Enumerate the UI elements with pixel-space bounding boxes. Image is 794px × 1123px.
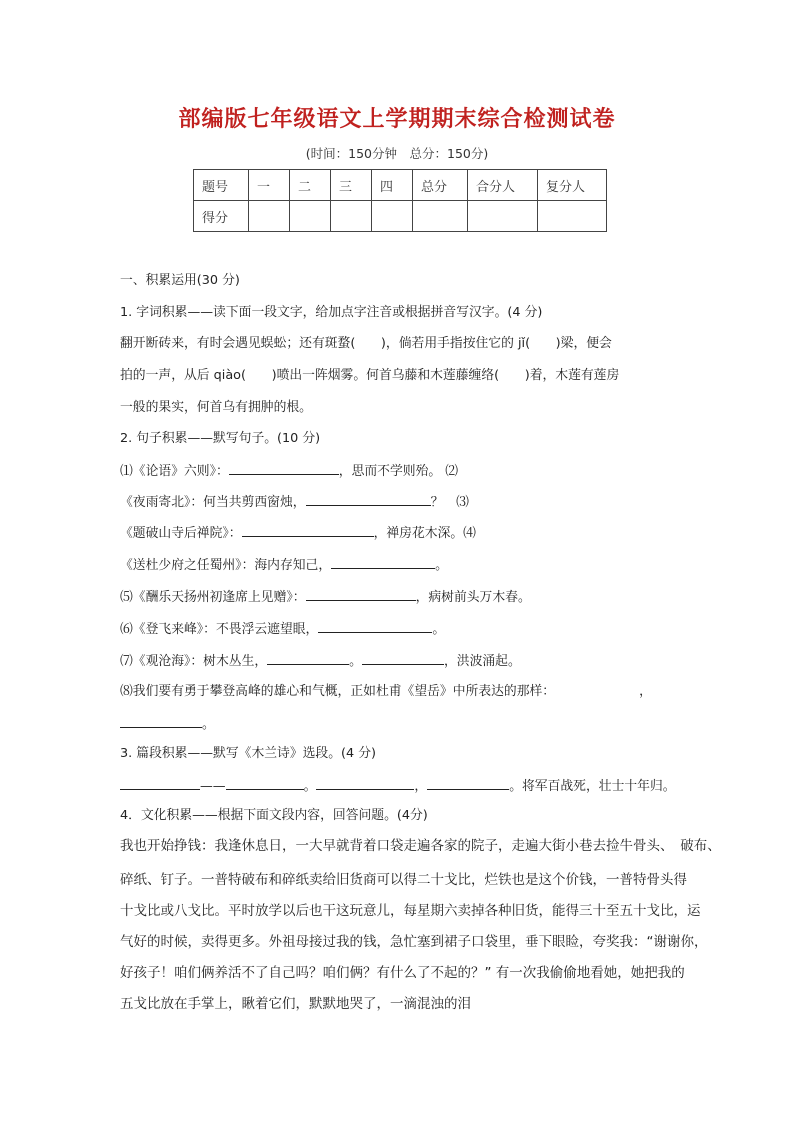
fill-line xyxy=(120,713,680,735)
prompt: 。 xyxy=(435,558,448,573)
reading-passage-line: 好孩子！咱们俩养活不了自己吗？咱们俩？有什么了不起的？” 有一次我偷偷地看她，她把我的 xyxy=(120,965,685,981)
reading-passage-line: 我也开始挣钱：我逢休息日，一大早就背着口袋走遍各家的院子，走遍大街小巷去捡牛骨头、 破布、 xyxy=(120,838,721,854)
score-input-cell[interactable] xyxy=(372,201,413,232)
prompt: 。 xyxy=(202,717,215,732)
score-input-cell[interactable] xyxy=(468,201,538,232)
answer-blank[interactable] xyxy=(331,554,435,569)
score-table-score-row xyxy=(194,201,607,232)
answer-blank[interactable] xyxy=(362,650,444,665)
section-heading: 一、积累运用(30 分) xyxy=(120,273,240,288)
fill-line xyxy=(120,491,680,513)
answer-blank[interactable] xyxy=(120,775,200,790)
prompt: ⑴《论语》六则》： xyxy=(120,464,229,479)
exam-meta: (时间：150分钟 总分：150分) xyxy=(305,146,489,161)
question-text: 一般的果实，何首乌有拥肿的根。 xyxy=(120,400,312,415)
answer-blank[interactable] xyxy=(306,586,416,601)
page-title: 部编版七年级语文上学期期末综合检测试卷 xyxy=(178,106,616,132)
score-input-cell[interactable] xyxy=(413,201,468,232)
prompt: ⑻我们要有勇于攀登高峰的雄心和气概，正如杜甫《望岳》中所表达的那样： xyxy=(120,684,556,699)
prompt: ⑹《登飞来峰》：不畏浮云遮望眼， xyxy=(120,622,319,637)
fill-line xyxy=(120,586,680,608)
answer-blank[interactable] xyxy=(242,522,374,537)
score-input-cell[interactable] xyxy=(249,201,290,232)
prompt: ，禅房花木深。⑷ xyxy=(373,526,476,541)
question-stem: 4．文化积累——根据下面文段内容，回答问题。(4分) xyxy=(120,808,428,823)
answer-blank[interactable] xyxy=(120,713,202,728)
prompt: 。 xyxy=(303,779,317,794)
prompt: 。 xyxy=(432,622,446,637)
fill-line xyxy=(120,775,680,797)
prompt: 。 xyxy=(349,654,362,669)
question-text: 拍的一声，从后 qiào( )喷出一阵烟雾。何首乌藤和木莲藤缠络( )着，木莲有莲房 xyxy=(120,368,620,383)
table-cell: 总分 xyxy=(413,170,468,201)
fill-line xyxy=(120,460,680,482)
answer-blank[interactable] xyxy=(267,650,349,665)
table-cell: 得分 xyxy=(194,201,249,232)
score-input-cell[interactable] xyxy=(290,201,331,232)
prompt: —— xyxy=(200,779,226,794)
answer-blank[interactable] xyxy=(316,775,414,790)
prompt: 。将军百战死，壮士十年归。 xyxy=(509,779,676,794)
prompt: ⑸《酬乐天扬州初逢席上见赠》： xyxy=(120,590,306,605)
fill-line xyxy=(120,554,680,576)
prompt: ，洪波涌起。 xyxy=(443,654,521,669)
prompt: ，病树前头万木春。 xyxy=(415,590,531,605)
table-cell: 四 xyxy=(372,170,413,201)
score-input-cell[interactable] xyxy=(538,201,607,232)
reading-passage-line: 气好的时候，卖得更多。外祖母接过我的钱，急忙塞到裙子口袋里，垂下眼睑，夸奖我：“谢谢你， xyxy=(120,934,708,950)
fill-line xyxy=(120,618,680,640)
fill-line xyxy=(120,650,680,672)
answer-blank[interactable] xyxy=(318,618,432,633)
question-text: 翻开断砖来，有时会遇见蜈蚣；还有斑蝥( )，倘若用手指按住它的 jǐ( )梁，便会 xyxy=(120,336,612,351)
table-cell: 题号 xyxy=(194,170,249,201)
prompt: 《夜雨寄北》：何当共剪西窗烛， xyxy=(120,495,306,510)
table-cell: 复分人 xyxy=(538,170,607,201)
table-cell: 一 xyxy=(249,170,290,201)
prompt: ， xyxy=(414,779,428,794)
prompt: ⑺《观沧海》：树木丛生， xyxy=(120,654,268,669)
reading-passage-line: 十戈比或八戈比。平时放学以后也干这玩意儿，每星期六卖掉各种旧货，能得三十至五十戈比，运 xyxy=(120,903,701,919)
table-cell: 三 xyxy=(331,170,372,201)
question-stem: 3. 篇段积累——默写《木兰诗》选段。(4 分) xyxy=(120,746,377,761)
prompt: ， xyxy=(639,684,652,699)
score-table-header-row xyxy=(194,170,607,201)
fill-line xyxy=(120,682,680,702)
answer-blank[interactable] xyxy=(306,491,431,506)
question-stem: 2. 句子积累——默写句子。(10 分) xyxy=(120,431,321,446)
answer-blank[interactable] xyxy=(427,775,509,790)
answer-blank[interactable] xyxy=(229,460,339,475)
score-input-cell[interactable] xyxy=(331,201,372,232)
prompt: ，思而不学则殆。 ⑵ xyxy=(338,464,459,479)
prompt: ？ ⑶ xyxy=(430,495,469,510)
reading-passage-line: 五戈比放在手掌上，瞅着它们，默默地哭了，一滴混浊的泪 xyxy=(120,996,471,1012)
prompt: 《送杜少府之任蜀州》：海内存知己， xyxy=(120,558,332,573)
question-stem: 1. 字词积累——读下面一段文字，给加点字注音或根据拼音写汉字。(4 分) xyxy=(120,305,543,320)
prompt: 《题破山寺后禅院》： xyxy=(120,526,242,541)
table-cell: 二 xyxy=(290,170,331,201)
table-cell: 合分人 xyxy=(468,170,538,201)
answer-blank[interactable] xyxy=(226,775,304,790)
reading-passage-line: 碎纸、钉子。一普特破布和碎纸卖给旧货商可以得二十戈比，烂铁也是这个价钱，一普特骨头得 xyxy=(120,872,687,888)
score-table xyxy=(193,169,607,232)
fill-line xyxy=(120,522,680,544)
